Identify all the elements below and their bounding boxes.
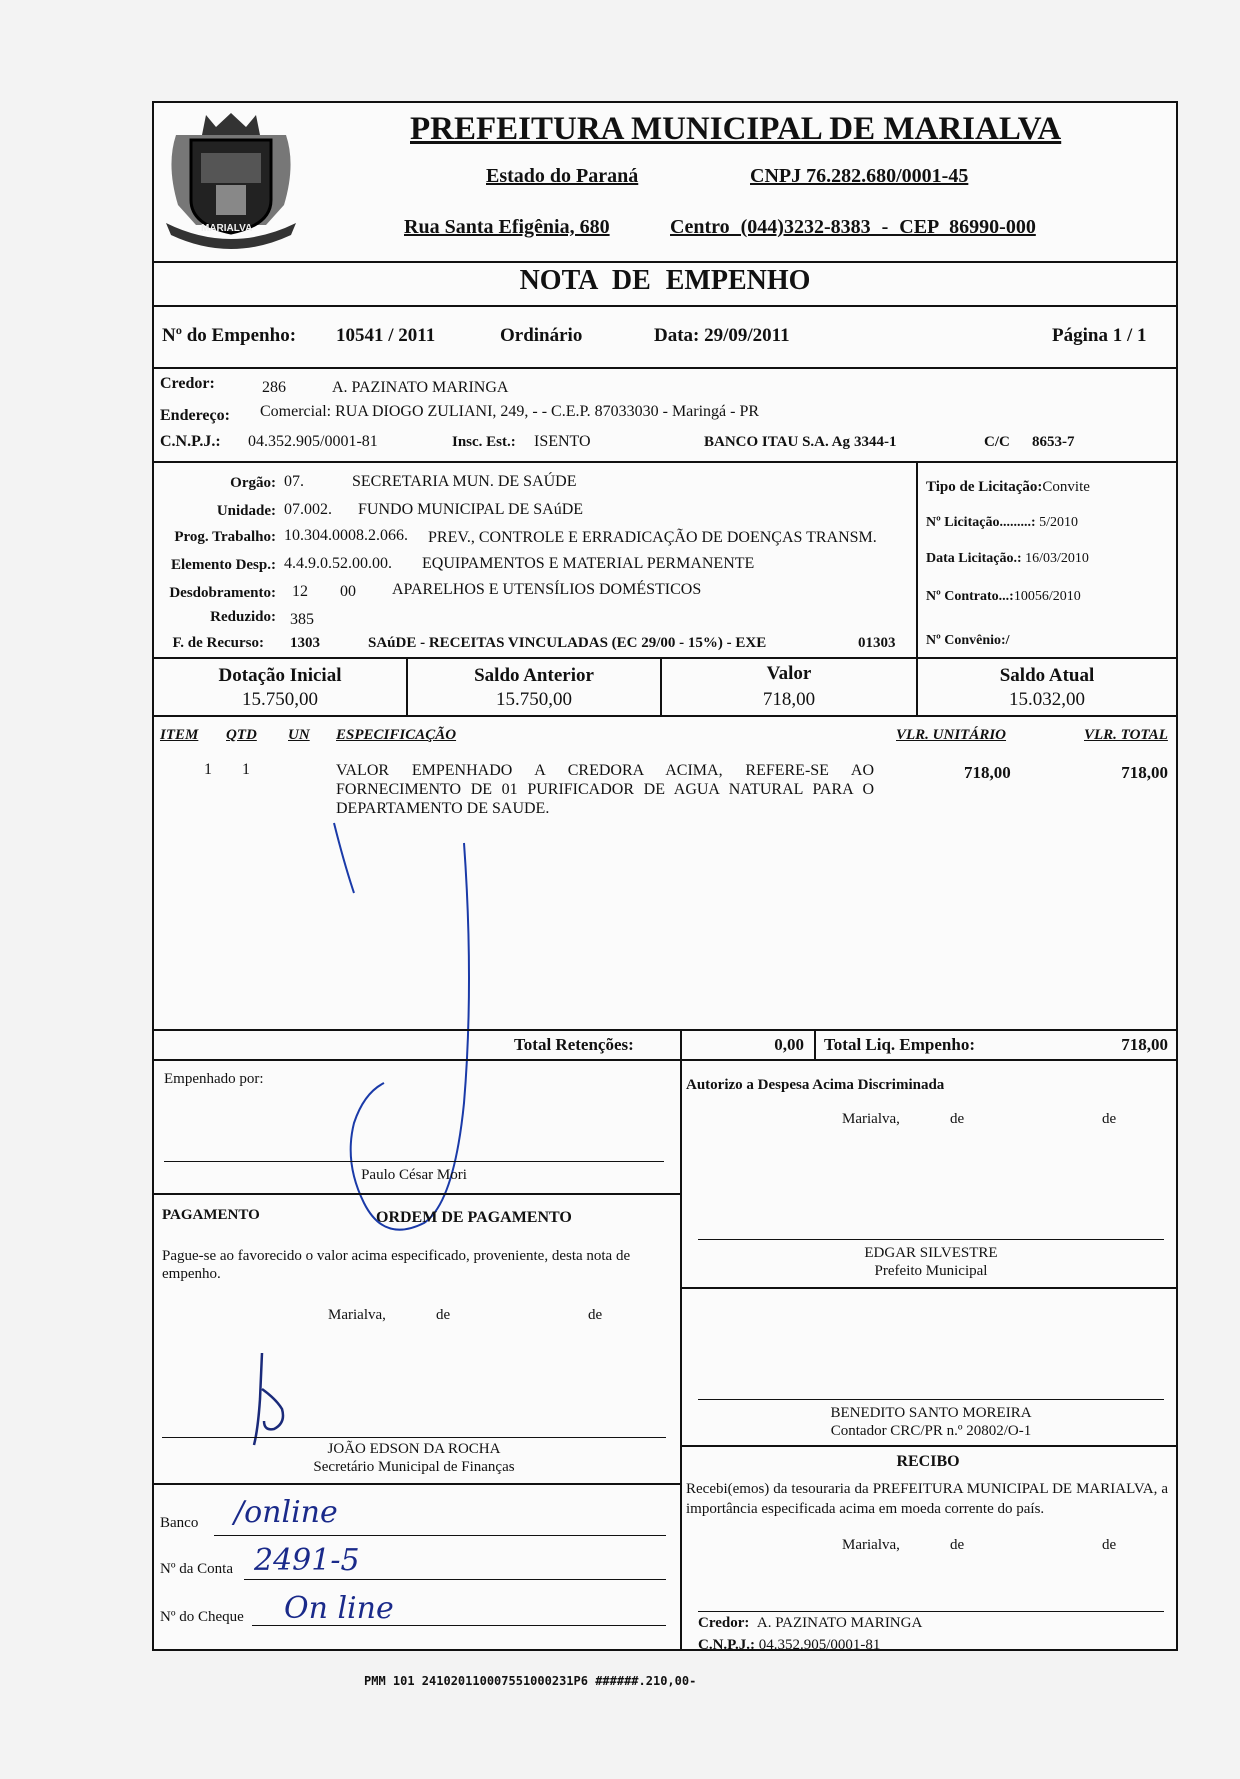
elemento-label: Elemento Desp.: [171,557,276,573]
recurso-code: 1303 [290,635,320,651]
credor-name: A. PAZINATO MARINGA [332,379,509,396]
empenho-type: Ordinário [500,325,583,346]
desdobramento-a: 12 [292,583,308,600]
total-liq-label: Total Liq. Empenho: [824,1035,975,1054]
autorizo-de1: de [950,1111,965,1127]
municipality-title: PREFEITURA MUNICIPAL DE MARIALVA [410,111,1062,147]
address-label: Endereço: [160,407,230,424]
item-qtd: 1 [242,761,250,778]
cheque-label: Nº do Cheque [160,1609,244,1625]
col-un: UN [288,727,310,743]
page-number: Página 1 / 1 [1052,325,1147,346]
saldo-anterior-value: 15.750,00 [496,689,572,710]
credor-cnpj: 04.352.905/0001-81 [248,433,378,450]
recibo-credor: Credor: A. PAZINATO MARINGA [698,1615,923,1631]
item-number: 1 [204,761,212,778]
banco-handwritten: /online [234,1495,338,1530]
autorizo-city: Marialva, [842,1111,900,1127]
licitacao-contrato: Nº Contrato...:10056/2010 [926,589,1081,604]
reduzido-value: 385 [290,611,314,628]
pagamento-city: Marialva, [328,1307,386,1323]
prog-name: PREV., CONTROLE E ERRADICAÇÃO DE DOENÇAS TRANSM. [428,529,877,546]
saldo-atual-value: 15.032,00 [1009,689,1085,710]
empenho-number: 10541 / 2011 [336,325,436,346]
unidade-label: Unidade: [216,503,276,519]
recibo-text: Recebi(emos) da tesouraria da PREFEITURA MUNICIPAL DE MARIALVA, a importância especificada acima em moeda corrente do país. [686,1481,1168,1517]
ordem-pagamento-label: ORDEM DE PAGAMENTO [376,1209,572,1226]
prog-label: Prog. Trabalho: [174,529,276,545]
autorizo-label: Autorizo a Despesa Acima Discriminada [686,1077,945,1093]
nota-de-empenho-document [152,101,1178,1651]
empenhado-name: Paulo César Mori [361,1167,467,1183]
recibo-city: Marialva, [842,1537,900,1553]
footer-code: PMM 101 241020110007551000231P6 ######.210,00- [364,1674,697,1688]
coat-of-arms-ribbon-text: MARIALVA [201,223,253,234]
orgao-name: SECRETARIA MUN. DE SAÚDE [352,473,577,490]
empenho-label: Nº do Empenho: [162,325,297,346]
saldo-atual-label: Saldo Atual [999,665,1095,686]
unidade-code: 07.002. [284,501,332,518]
pagamento-de2: de [588,1307,603,1323]
prefeito-title: Prefeito Municipal [874,1263,988,1279]
credor-label: Credor: [160,375,215,392]
dotacao-value: 15.750,00 [242,689,318,710]
address-street: Rua Santa Efigênia, 680 [404,216,610,238]
recibo-cnpj: C.N.P.J.: 04.352.905/0001-81 [698,1637,881,1653]
conta-handwritten: 2491-5 [254,1543,360,1578]
item-total-value: 718,00 [1121,763,1168,782]
autorizo-de2: de [1102,1111,1117,1127]
licitacao-convenio: Nº Convênio:/ [926,633,1010,648]
unidade-name: FUNDO MUNICIPAL DE SAúDE [358,501,584,518]
pagamento-label: PAGAMENTO [162,1207,260,1223]
retencoes-label: Total Retenções: [514,1035,634,1054]
prog-code: 10.304.0008.2.066. [284,527,408,544]
credor-code: 286 [262,379,286,396]
insc-label: Insc. Est.: [452,434,516,450]
recibo-label: RECIBO [896,1453,960,1470]
col-spec: ESPECIFICAÇÃO [336,727,457,743]
col-total: VLR. TOTAL [1084,727,1168,743]
recurso-name: SAúDE - RECEITAS VINCULADAS (EC 29/00 - 15%) - EXE [368,635,767,651]
pagamento-text: Pague-se ao favorecido o valor acima especificado, proveniente, desta nota de empenho. [162,1248,631,1282]
elemento-code: 4.4.9.0.52.00.00. [284,555,392,572]
licitacao-tipo-label: Tipo de Licitação:Convite [926,479,1090,495]
cheque-handwritten: On line [284,1591,394,1626]
bank-name: BANCO ITAU S.A. Ag [704,434,850,450]
licitacao-data: Data Licitação.: 16/03/2010 [926,551,1089,566]
cnpj-label: C.N.P.J.: [160,433,221,450]
col-item: ITEM [160,727,199,743]
recibo-de2: de [1102,1537,1117,1553]
total-liq-value: 718,00 [1121,1035,1168,1054]
secretario-signature [246,1349,306,1449]
reduzido-label: Reduzido: [210,609,276,625]
retencoes-value: 0,00 [774,1035,804,1054]
prefeito-name: EDGAR SILVESTRE [864,1245,998,1261]
municipality-cnpj: CNPJ 76.282.680/0001-45 [750,165,969,187]
col-qtd: QTD [226,727,257,743]
valor-value: 718,00 [762,689,816,710]
col-unit: VLR. UNITÁRIO [896,727,1007,743]
contador-title: Contador CRC/PR n.º 20802/O-1 [830,1423,1032,1439]
banco-label: Banco [160,1515,199,1531]
contador-name: BENEDITO SANTO MOREIRA [830,1405,1032,1421]
cc-label: C/C [984,434,1010,450]
valor-label: Valor [766,663,812,684]
secretario-name: JOÃO EDSON DA ROCHA [327,1441,501,1457]
item-unit-value: 718,00 [964,763,1011,782]
desdobramento-b: 00 [340,583,356,600]
pagamento-de1: de [436,1307,451,1323]
orgao-label: Orgão: [230,475,276,491]
desdobramento-name: APARELHOS E UTENSÍLIOS DOMÉSTICOS [392,581,702,598]
orgao-code: 07. [284,473,304,490]
empenho-date: Data: 29/09/2011 [654,325,790,346]
elemento-name: EQUIPAMENTOS E MATERIAL PERMANENTE [422,555,755,572]
secretario-title: Secretário Municipal de Finanças [313,1459,515,1475]
insc-value: ISENTO [534,433,591,450]
coat-of-arms [156,105,306,257]
licitacao-numero: Nº Licitação.........: 5/2010 [926,515,1078,530]
bank-agency: 3344-1 [854,434,897,450]
cc-value: 8653-7 [1032,434,1075,450]
recurso-code2: 01303 [858,635,896,651]
dotacao-label: Dotação Inicial [218,665,342,686]
state-name: Estado do Paraná [486,165,639,187]
address-rest: Centro (044)3232-8383 - CEP 86990-000 [670,216,1036,238]
recurso-label: F. de Recurso: [172,635,264,651]
conta-label: Nº da Conta [160,1561,233,1577]
desdobramento-label: Desdobramento: [169,585,276,601]
item-spec: VALOR EMPENHADO A CREDORA ACIMA, REFERE-SE AO FORNECIMENTO DE 01 PURIFICADOR DE AGUA NATURAL PARA O DEPARTAMENTO DE SAUDE. [336,762,874,817]
credor-address: Comercial: RUA DIOGO ZULIANI, 249, - - C.E.P. 87033030 - Maringá - PR [260,403,760,420]
doc-title: NOTA DE EMPENHO [519,265,811,296]
recibo-de1: de [950,1537,965,1553]
saldo-anterior-label: Saldo Anterior [474,665,594,686]
empenhado-label: Empenhado por: [164,1071,264,1087]
